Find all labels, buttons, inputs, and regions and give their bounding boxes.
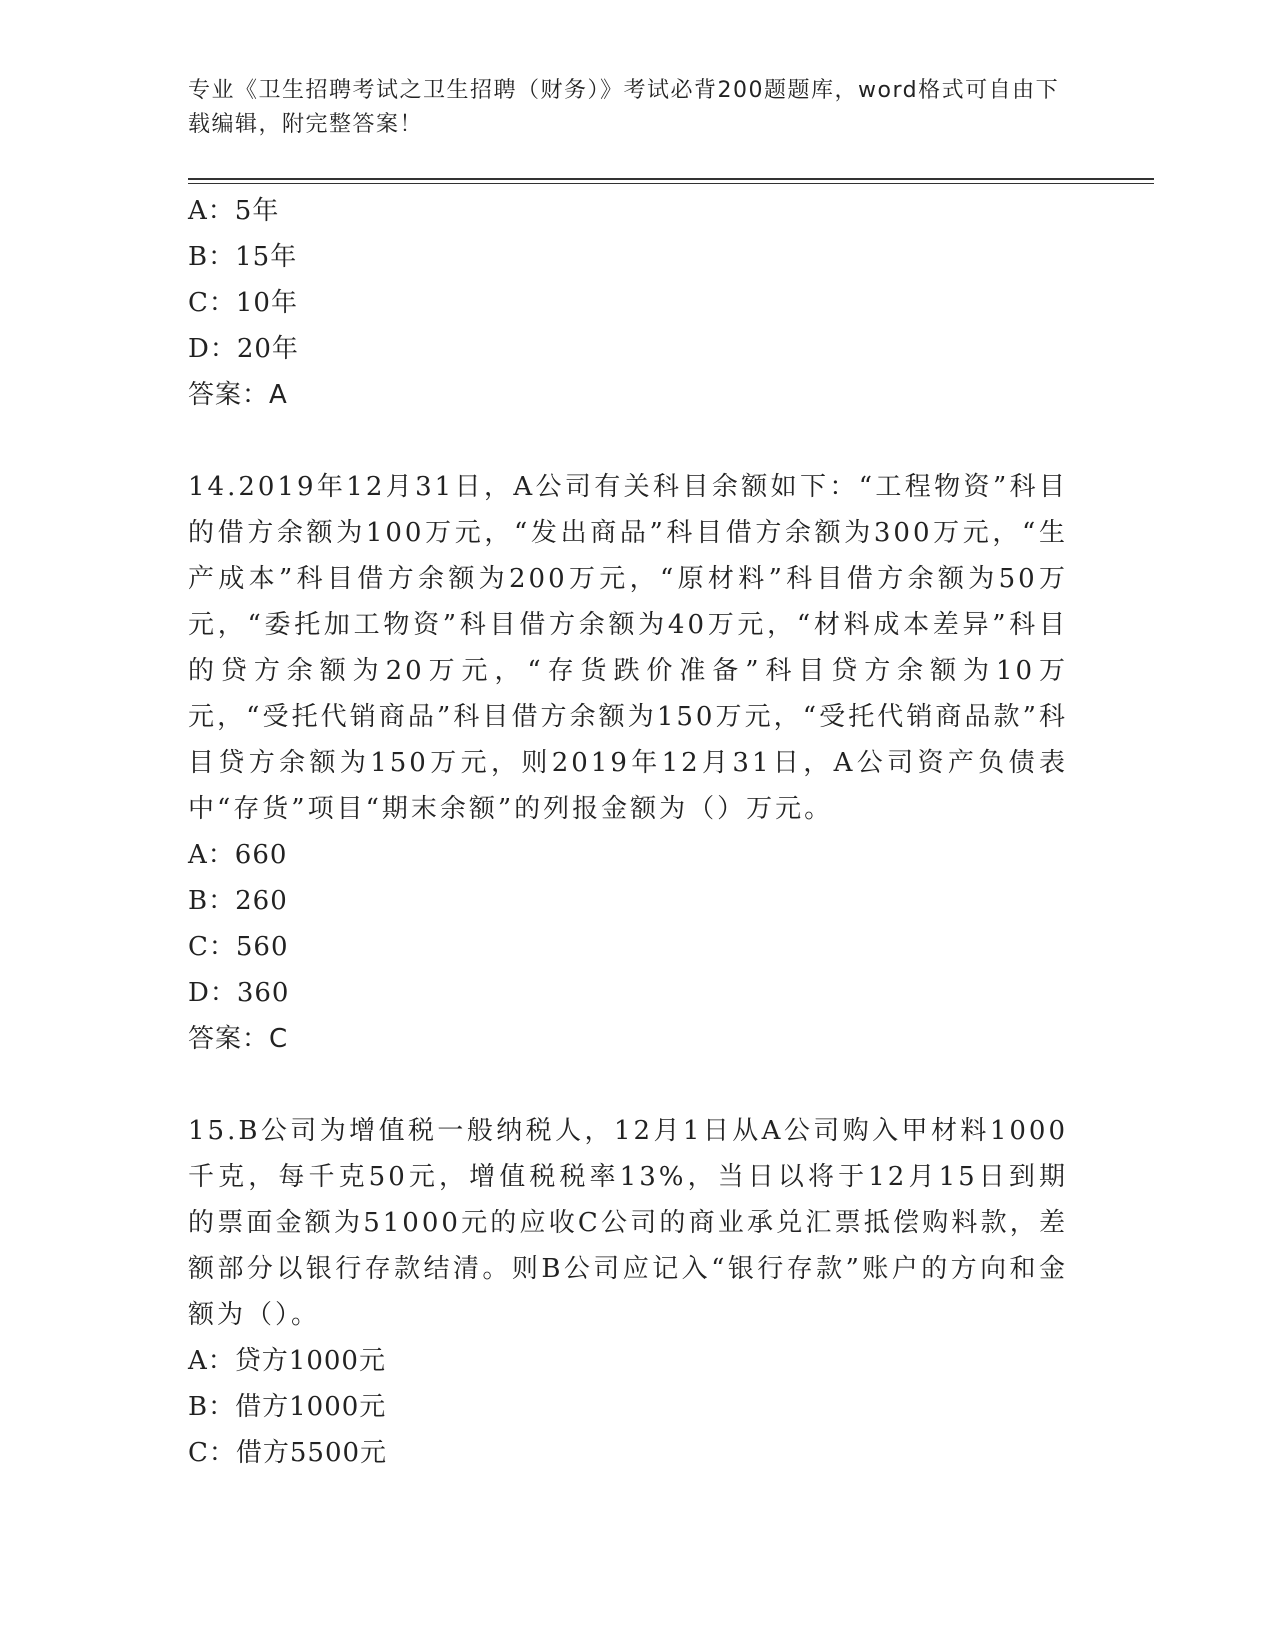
q13-option-c: C：10年 xyxy=(188,288,298,318)
document-header: 专业《卫生招聘考试之卫生招聘（财务）》考试必背200题题库，word格式可自由下载编辑，附完整答案！ xyxy=(188,78,1060,137)
header-divider-thick xyxy=(188,178,1154,180)
q15-option-c: C：借方5500元 xyxy=(188,1438,388,1468)
header-divider-thin xyxy=(188,183,1154,184)
q13-option-a: A：5年 xyxy=(188,196,280,226)
q15-option-a: A：贷方1000元 xyxy=(188,1346,386,1376)
q14-option-a: A：660 xyxy=(188,840,288,870)
q14-option-d: D：360 xyxy=(188,978,290,1008)
q15-question-text: 15.B公司为增值税一般纳税人，12月1日从A公司购入甲材料1000千克，每千克50元，增值税税率13%，当日以将于12月15日到期的票面金额为51000元的应收C公司的商业承兑汇票抵偿购料款，差额部分以银行存款结清。则B公司应记入“银行存款”账户的方向和金额为（）。 xyxy=(188,1116,1068,1330)
q15-option-b: B：借方1000元 xyxy=(188,1392,387,1422)
document-body xyxy=(188,188,1068,1476)
q14-answer: 答案：C xyxy=(188,1024,289,1054)
q13-answer: 答案：A xyxy=(188,380,288,410)
q14-option-b: B：260 xyxy=(188,886,288,916)
question-14-block xyxy=(188,464,1068,1062)
q13-option-d: D：20年 xyxy=(188,334,299,364)
question-13-block xyxy=(188,188,1068,418)
q14-question-text: 14.2019年12月31日，A公司有关科目余额如下：“工程物资”科目的借方余额为100万元，“发出商品”科目借方余额为300万元，“生产成本”科目借方余额为200万元，“原材料”科目借方余额为50万元，“委托加工物资”科目借方余额为40万元，“材料成本差异”科目的贷方余额为20万元，“存货跌价准备”科目贷方余额为10万元，“受托代销商品”科目借方余额为150万元，“受托代销商品款”科目贷方余额为150万元，则2019年12月31日，A公司资产负债表中“存货”项目“期末余额”的列报金额为（）万元。 xyxy=(188,472,1068,824)
q14-option-c: C：560 xyxy=(188,932,289,962)
question-15-block xyxy=(188,1108,1068,1476)
q13-option-b: B：15年 xyxy=(188,242,298,272)
